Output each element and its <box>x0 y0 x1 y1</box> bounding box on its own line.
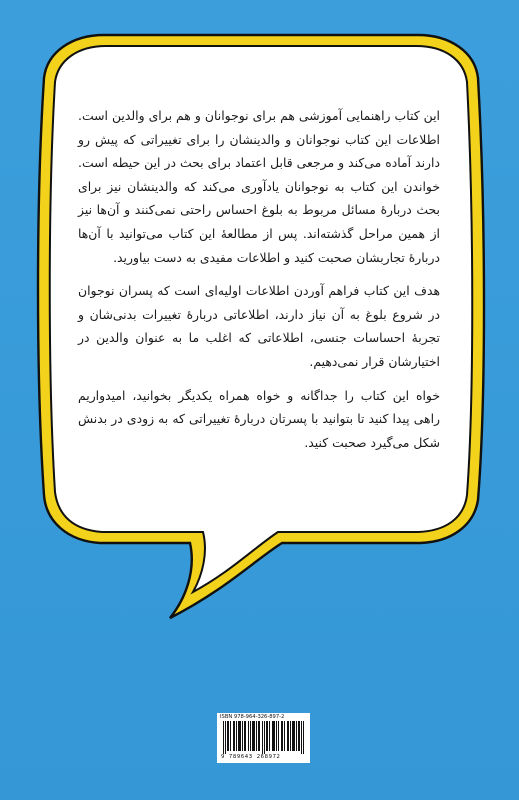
isbn-text: ISBN 978-964-326-897-2 <box>220 714 285 720</box>
barcode-label <box>217 713 310 763</box>
paragraph-closing: خواه این کتاب را جداگانه و خواه همراه یکدیگر بخوانید، امیدواریم راهی پیدا کنید تا بتوانید با پسرتان دربارهٔ تغییراتی که به زودی در بدنش شکل می‌گیرد صحبت کنید. <box>78 387 440 450</box>
barcode-number: 9 789643 268972 <box>221 754 281 760</box>
paragraph-purpose: هدف این کتاب فراهم آوردن اطلاعات اولیه‌ای است که پسران نوجوان در شروع بلوغ به آن نیاز دارند، اطلاعاتی دربارهٔ تغییرات بدنی‌شان و تجربهٔ احساسات جنسی، اطلاعاتی که اغلب ما به عنوان والدین در اختیارشان قرار نمی‌دهیم. <box>78 283 440 369</box>
barcode-icon <box>223 721 305 754</box>
back-cover-text <box>78 104 440 464</box>
paragraph-intro: این کتاب راهنمایی آموزشی هم برای نوجوانان و هم برای والدین است. اطلاعات این کتاب نوجوانان و والدینشان را برای تغییراتی که پیش رو دارند آماده می‌کند و مرجعی قابل اعتماد برای بحث در این حیطه است. خواندن این کتاب به نوجوانان یادآوری می‌کند که والدینشان نیز برای بحث دربارهٔ مسائل مربوط به بلوغ احساس راحتی نمی‌کنند و آن‌ها نیز از همین مراحل گذشته‌اند. پس از مطالعهٔ این کتاب می‌توانید با آن‌ها دربارهٔ تجاربشان صحبت کنید و اطلاعات مفیدی به دست بیاورید. <box>78 108 440 265</box>
